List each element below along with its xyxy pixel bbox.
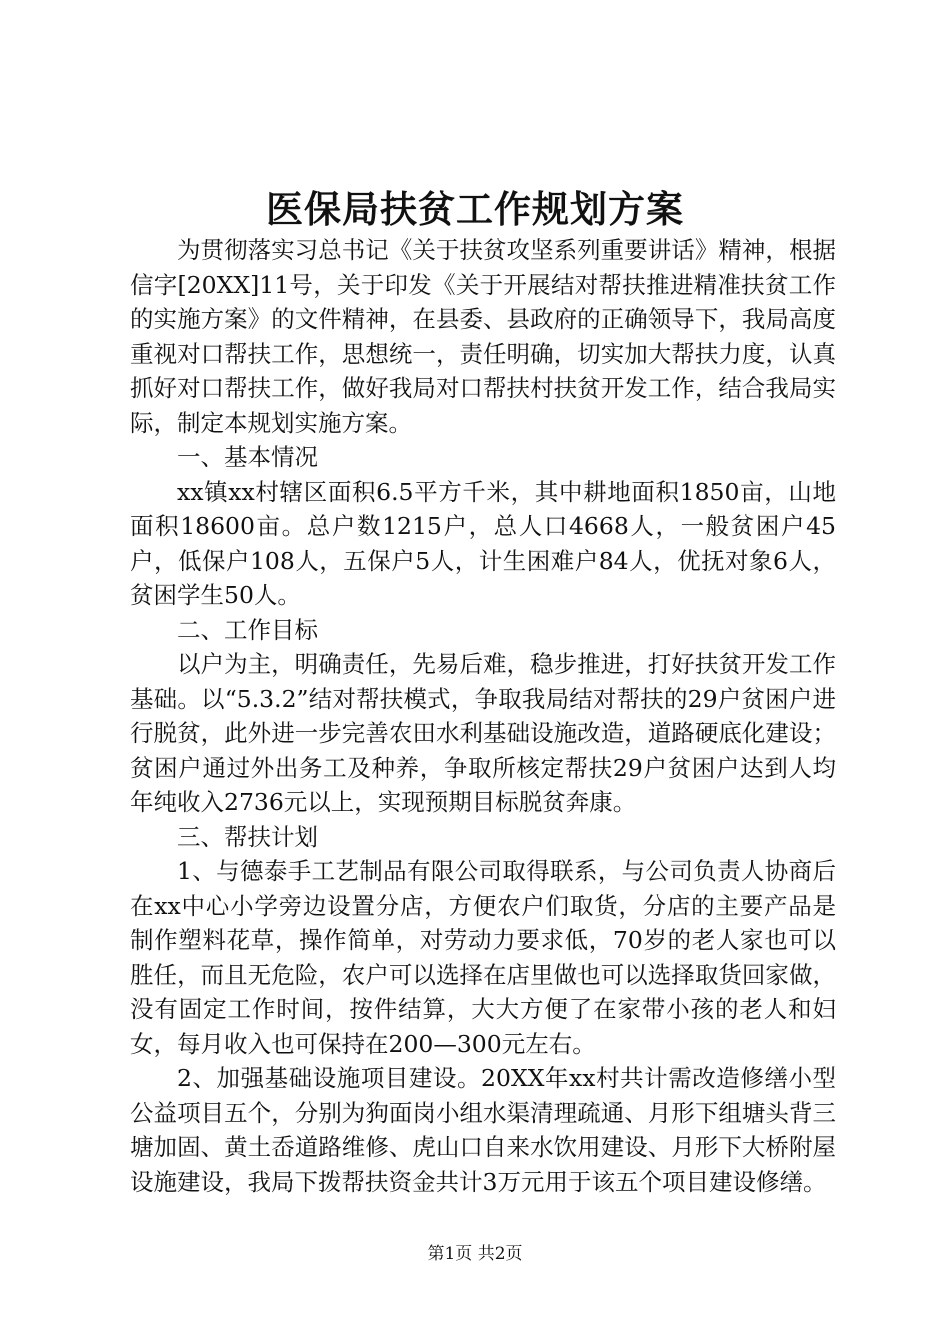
section-heading-basic-info: 一、基本情况 (177, 443, 318, 471)
work-goals-paragraph: 以户为主，明确责任，先易后难，稳步推进，打好扶贫开发工作基础。以“5.3.2”结对帮扶模式，争取我局结对帮扶的29户贫困户进行脱贫，此外进一步完善农田水利基础设施改造，道路硬底化建设；贫困户通过外出务工及种养，争取所核定帮扶29户贫困户达到人均年纯收入2736元以上，实现预期目标脱贫奔康。 (130, 650, 836, 816)
document-title: 医保局扶贫工作规划方案 (266, 187, 684, 231)
page-number-footer: 第1页 共2页 (427, 1244, 523, 1264)
document-body (130, 233, 836, 1199)
intro-paragraph: 为贯彻落实习总书记《关于扶贫攻坚系列重要讲话》精神，根据信字[20XX]11号，关于印发《关于开展结对帮扶推进精准扶贫工作的实施方案》的文件精神，在县委、县政府的正确领导下，我局高度重视对口帮扶工作，思想统一，责任明确，切实加大帮扶力度，认真抓好对口帮扶工作，做好我局对口帮扶村扶贫开发工作，结合我局实际，制定本规划实施方案。 (130, 236, 836, 437)
section-heading-assistance-plan: 三、帮扶计划 (177, 822, 318, 851)
section-heading-work-goals: 二、工作目标 (177, 615, 318, 644)
assistance-plan-item-2: 2、加强基础设施项目建设。20XX年xx村共计需改造修缮小型公益项目五个，分别为狗面岗小组水渠清理疏通、月形下组塘头背三塘加固、黄土岙道路维修、虎山口自来水饮用建设、月形下大桥附屋设施建设，我局下拨帮扶资金共计3万元用于该五个项目建设修缮。 (130, 1064, 836, 1196)
basic-info-paragraph: xx镇xx村辖区面积6.5平方千米，其中耕地面积1850亩，山地面积18600亩。总户数1215户，总人口4668人，一般贫困户45户，低保户108人，五保户5人，计生困难户84人，优抚对象6人，贫困学生50人。 (130, 477, 836, 609)
assistance-plan-item-1: 1、与德泰手工艺制品有限公司取得联系，与公司负责人协商后在xx中心小学旁边设置分店，方便农户们取货，分店的主要产品是制作塑料花草，操作简单，对劳动力要求低，70岁的老人家也可以胜任，而且无危险，农户可以选择在店里做也可以选择取货回家做，没有固定工作时间，按件结算，大大方便了在家带小孩的老人和妇女，每月收入也可保持在200—300元左右。 (130, 857, 836, 1058)
